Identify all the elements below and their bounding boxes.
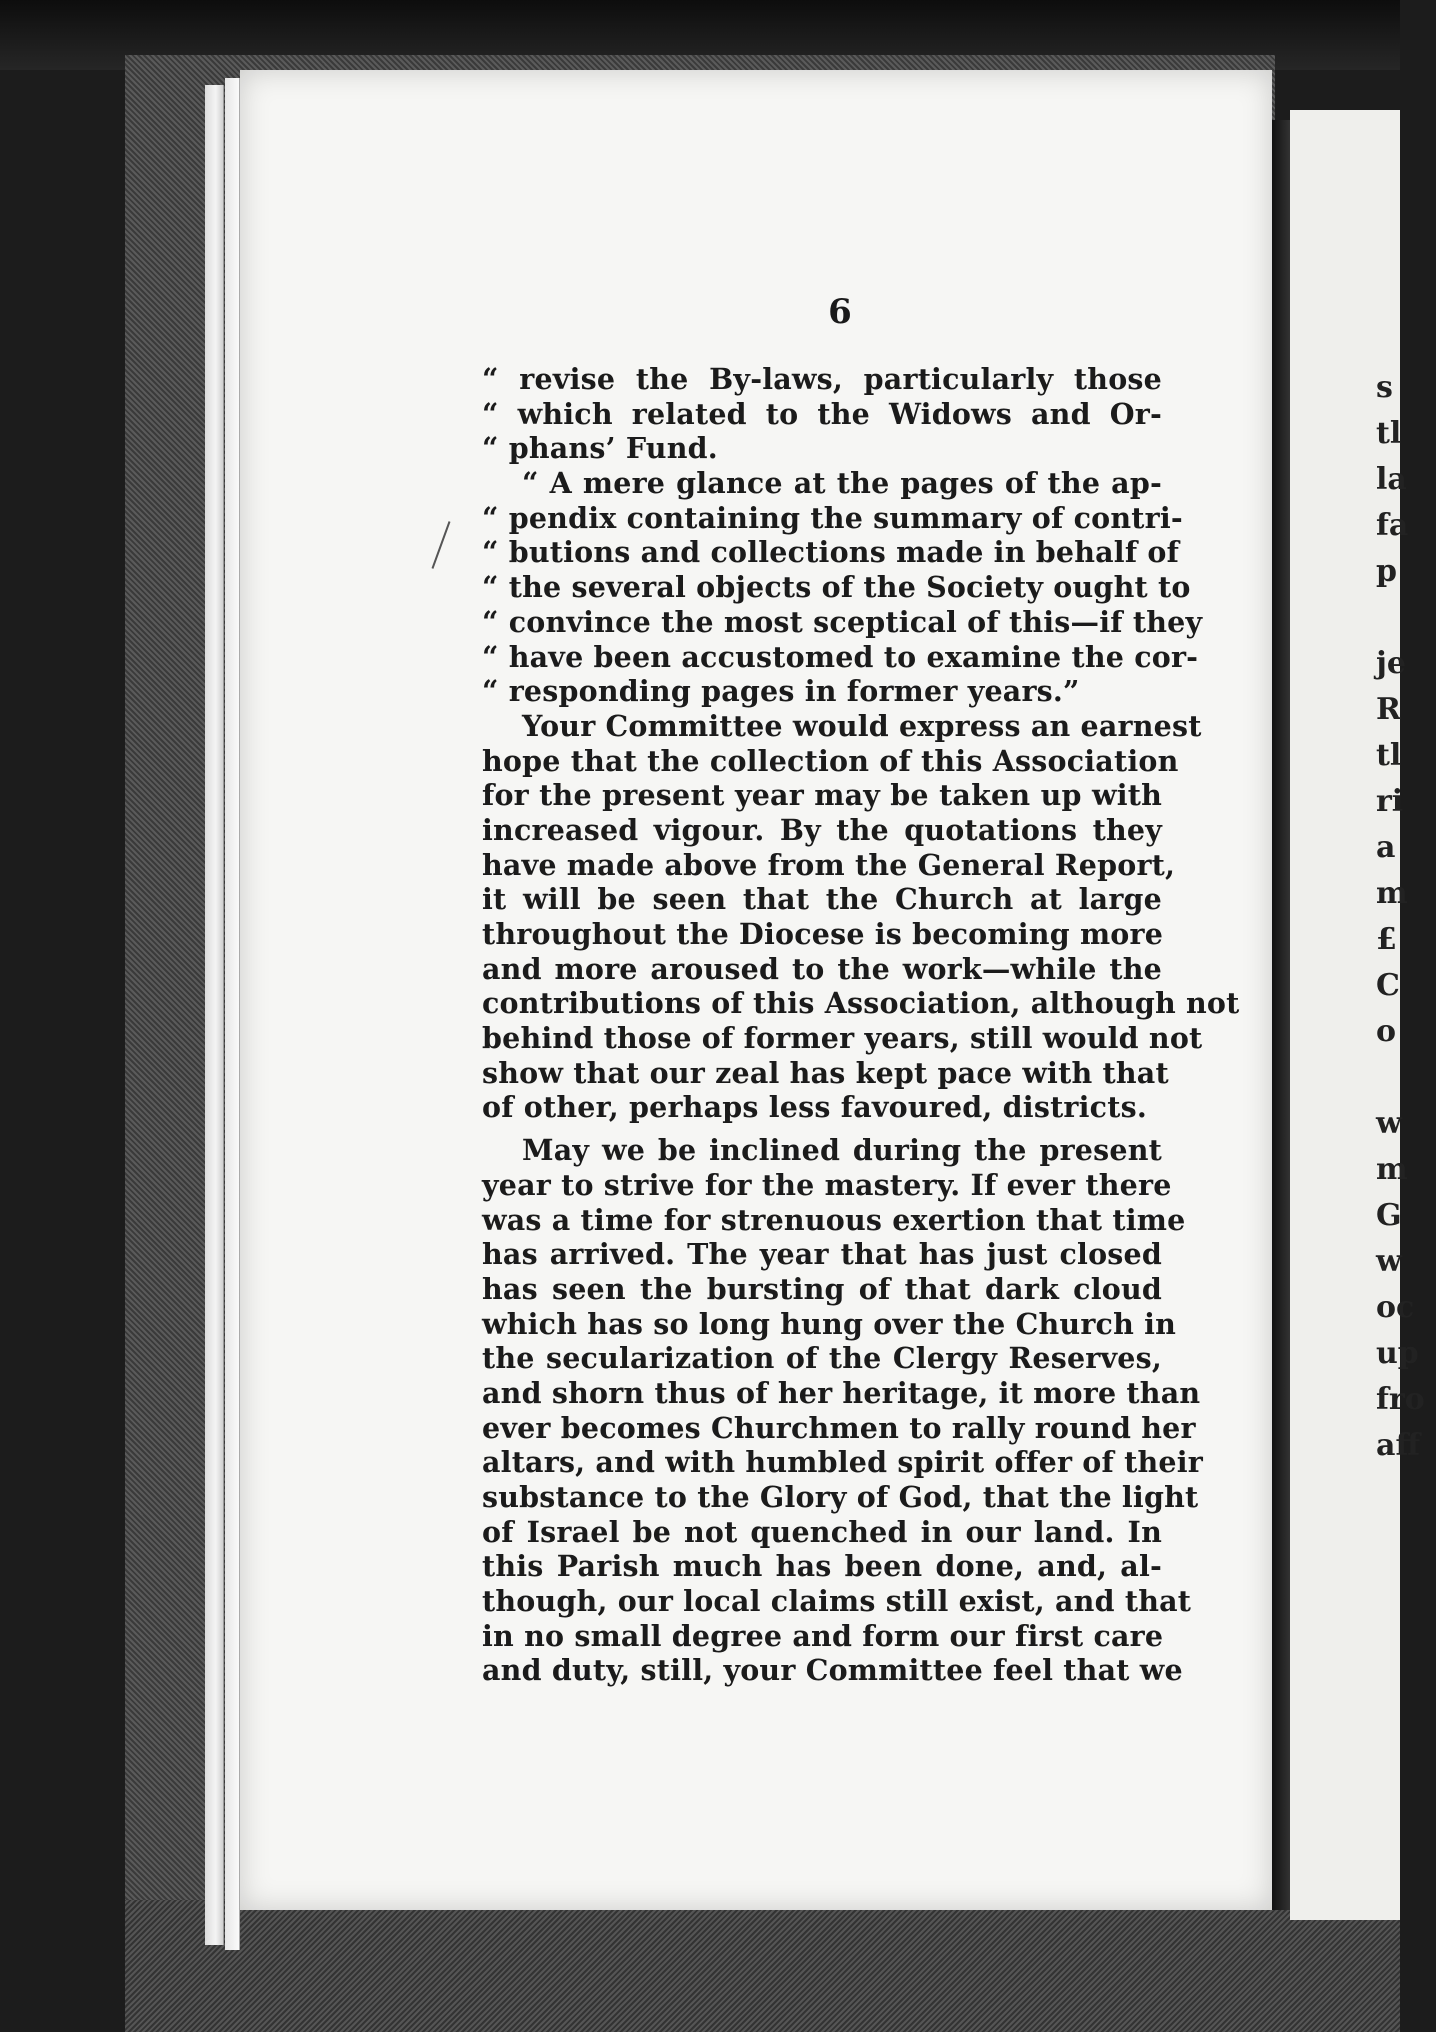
text-line: “ responding pages in former years.” <box>482 674 1080 709</box>
text-line: “ have been accustomed to examine the cor- <box>482 639 1199 674</box>
text-fragment: R <box>1376 692 1401 727</box>
book-gutter <box>1272 120 1290 1910</box>
text-fragment <box>1376 1055 1436 1101</box>
adjacent-page-text <box>1376 365 1436 1469</box>
text-fragment: je <box>1376 646 1406 681</box>
text-line: ever becomes Churchmen to rally round her <box>482 1410 1196 1445</box>
text-line: of Israel be not quenched in our land. In <box>482 1514 1162 1549</box>
text-line: “ the several objects of the Society ought to <box>482 570 1191 605</box>
book-cover-cloth-bottom <box>125 1900 1400 2032</box>
text-line: “ revise the By-laws, particularly those <box>482 362 1162 396</box>
text-line: have made above from the General Report, <box>482 847 1176 882</box>
page-stack-edge-inner <box>225 78 240 1950</box>
text-fragment <box>1376 595 1436 641</box>
text-line: throughout the Diocese is becoming more <box>482 917 1164 951</box>
text-fragment: m <box>1376 876 1408 911</box>
text-line: though, our local claims still exist, and that <box>482 1584 1192 1619</box>
text-line: “ A mere glance at the pages of the ap- <box>522 466 1162 501</box>
text-fragment: G <box>1376 1198 1402 1233</box>
page-body-text <box>482 362 1240 1688</box>
text-fragment: o <box>1376 1014 1397 1049</box>
text-line: was a time for strenuous exertion that time <box>482 1202 1186 1237</box>
text-fragment: la <box>1376 462 1407 497</box>
text-line: year to strive for the mastery. If ever there <box>482 1167 1172 1202</box>
text-line: has seen the bursting of that dark cloud <box>482 1271 1162 1306</box>
text-fragment: a <box>1376 830 1396 865</box>
text-line: Your Committee would express an earnest <box>522 708 1202 743</box>
text-line: contributions of this Association, although not <box>482 986 1240 1021</box>
text-line: “ convince the most sceptical of this—if they <box>482 604 1203 639</box>
text-line: has arrived. The year that has just closed <box>482 1237 1162 1272</box>
text-fragment: oc <box>1376 1290 1415 1325</box>
text-line: and shorn thus of her heritage, it more than <box>482 1375 1201 1410</box>
text-fragment: ri <box>1376 784 1404 819</box>
text-line: May we be inclined during the present <box>522 1133 1162 1168</box>
text-fragment: fro <box>1376 1382 1425 1417</box>
text-line: the secularization of the Clergy Reserves, <box>482 1341 1162 1376</box>
text-fragment: w <box>1376 1244 1402 1279</box>
text-line: show that our zeal has kept pace with that <box>482 1055 1169 1090</box>
text-line: which has so long hung over the Church in <box>482 1306 1177 1341</box>
text-fragment: C <box>1376 968 1400 1003</box>
text-line: for the present year may be taken up with <box>482 778 1162 813</box>
text-line: it will be seen that the Church at large <box>482 882 1162 917</box>
text-line: of other, perhaps less favoured, districts. <box>482 1090 1147 1125</box>
text-line: and duty, still, your Committee feel that we <box>482 1653 1183 1688</box>
text-fragment: m <box>1376 1152 1408 1187</box>
text-line: increased vigour. By the quotations they <box>482 812 1162 847</box>
page-number: 6 <box>828 292 852 332</box>
adjacent-page <box>1290 110 1425 1920</box>
text-line: substance to the Glory of God, that the light <box>482 1480 1199 1514</box>
text-line: and more aroused to the work—while the <box>482 951 1162 986</box>
text-line: behind those of former years, still would not <box>482 1021 1203 1056</box>
text-line: altars, and with humbled spirit offer of their <box>482 1445 1203 1480</box>
text-fragment: p <box>1376 554 1397 589</box>
text-fragment: fa <box>1376 508 1409 543</box>
page-stack-edge <box>205 85 224 1945</box>
text-line: “ butions and collections made in behalf of <box>482 535 1180 570</box>
text-fragment: £ <box>1376 922 1397 957</box>
text-fragment: w <box>1376 1106 1402 1141</box>
text-line: “ phans’ Fund. <box>482 431 718 466</box>
text-fragment: s <box>1376 370 1393 405</box>
text-line: in no small degree and form our first care <box>482 1618 1164 1653</box>
text-fragment: tl <box>1376 738 1402 773</box>
text-fragment: up <box>1376 1336 1419 1371</box>
text-line: “ which related to the Widows and Or- <box>482 396 1162 431</box>
text-fragment: aff <box>1376 1428 1421 1463</box>
text-fragment: tl <box>1376 416 1402 451</box>
text-line: this Parish much has been done, and, al- <box>482 1549 1162 1584</box>
text-line: “ pendix containing the summary of contri- <box>482 500 1183 535</box>
text-line: hope that the collection of this Association <box>482 743 1179 778</box>
